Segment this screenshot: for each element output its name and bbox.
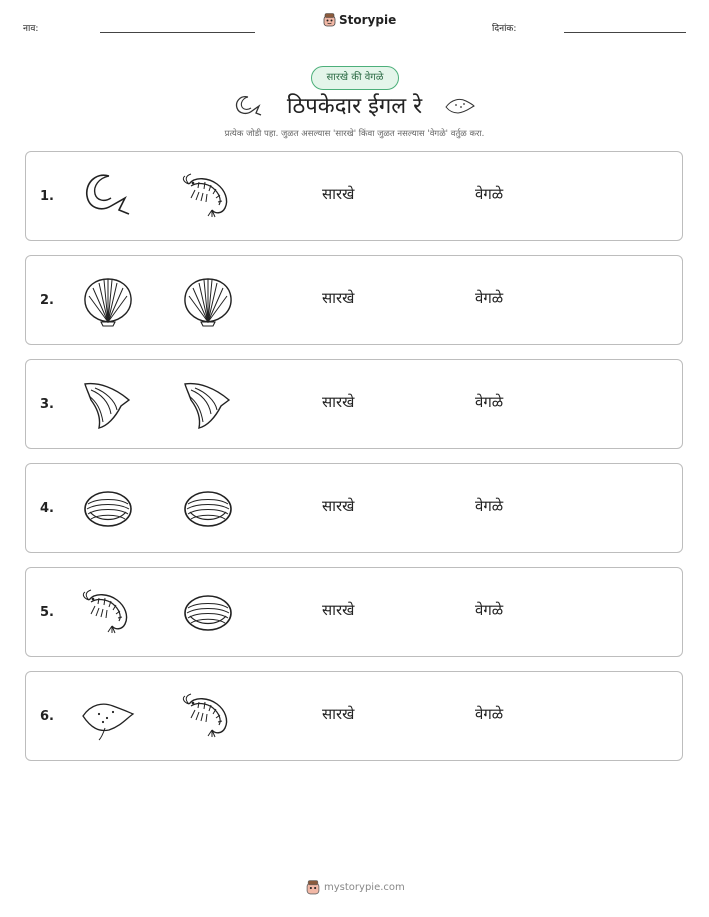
row-number: 2. (40, 293, 54, 308)
eagle-ray-icon (444, 95, 476, 117)
question-row-4 (25, 463, 683, 553)
date-line[interactable] (564, 32, 686, 33)
option-different[interactable]: वेगळे (475, 393, 504, 411)
row-number: 3. (40, 397, 54, 412)
option-same[interactable]: सारखे (322, 705, 355, 723)
option-same[interactable]: सारखे (322, 185, 355, 203)
clam-icon (81, 482, 135, 536)
footer (306, 880, 405, 895)
row-number: 1. (40, 189, 54, 204)
question-row-6 (25, 671, 683, 761)
option-different[interactable]: वेगळे (475, 497, 504, 515)
fin-icon (81, 378, 135, 432)
fin-icon (181, 378, 235, 432)
row-number: 6. (40, 709, 54, 724)
row-number: 4. (40, 501, 54, 516)
shrimp-icon (181, 690, 235, 744)
option-different[interactable]: वेगळे (475, 601, 504, 619)
storypie-mascot-icon (306, 880, 320, 895)
clam-icon (181, 482, 235, 536)
worksheet-title: ठिपकेदार ईगल रे (286, 94, 423, 119)
row-number: 5. (40, 605, 54, 620)
hook-icon (81, 170, 135, 224)
instructions: प्रत्येक जोडी पहा. जुळत असल्यास 'सारखे' किंवा जुळत नसल्यास 'वेगळे' वर्तुळ करा. (224, 129, 485, 139)
question-row-5 (25, 567, 683, 657)
question-row-2 (25, 255, 683, 345)
option-same[interactable]: सारखे (322, 601, 355, 619)
option-same[interactable]: सारखे (322, 289, 355, 307)
scallop-shell-icon (181, 274, 235, 328)
storypie-mascot-icon (323, 13, 336, 27)
brand-name: Storypie (339, 13, 397, 27)
scallop-shell-icon (81, 274, 135, 328)
name-label: नाव: (23, 24, 39, 34)
category-badge: सारखे की वेगळे (311, 66, 399, 90)
shrimp-icon (181, 170, 235, 224)
footer-url[interactable]: mystorypie.com (324, 882, 405, 893)
option-same[interactable]: सारखे (322, 497, 355, 515)
date-label: दिनांक: (492, 24, 517, 34)
option-different[interactable]: वेगळे (475, 185, 504, 203)
option-different[interactable]: वेगळे (475, 705, 504, 723)
eagle-ray-icon (81, 690, 135, 744)
name-line[interactable] (100, 32, 255, 33)
brand-logo (323, 13, 396, 27)
question-row-3 (25, 359, 683, 449)
option-different[interactable]: वेगळे (475, 289, 504, 307)
shrimp-icon (81, 586, 135, 640)
clam-icon (181, 586, 235, 640)
question-row-1 (25, 151, 683, 241)
option-same[interactable]: सारखे (322, 393, 355, 411)
